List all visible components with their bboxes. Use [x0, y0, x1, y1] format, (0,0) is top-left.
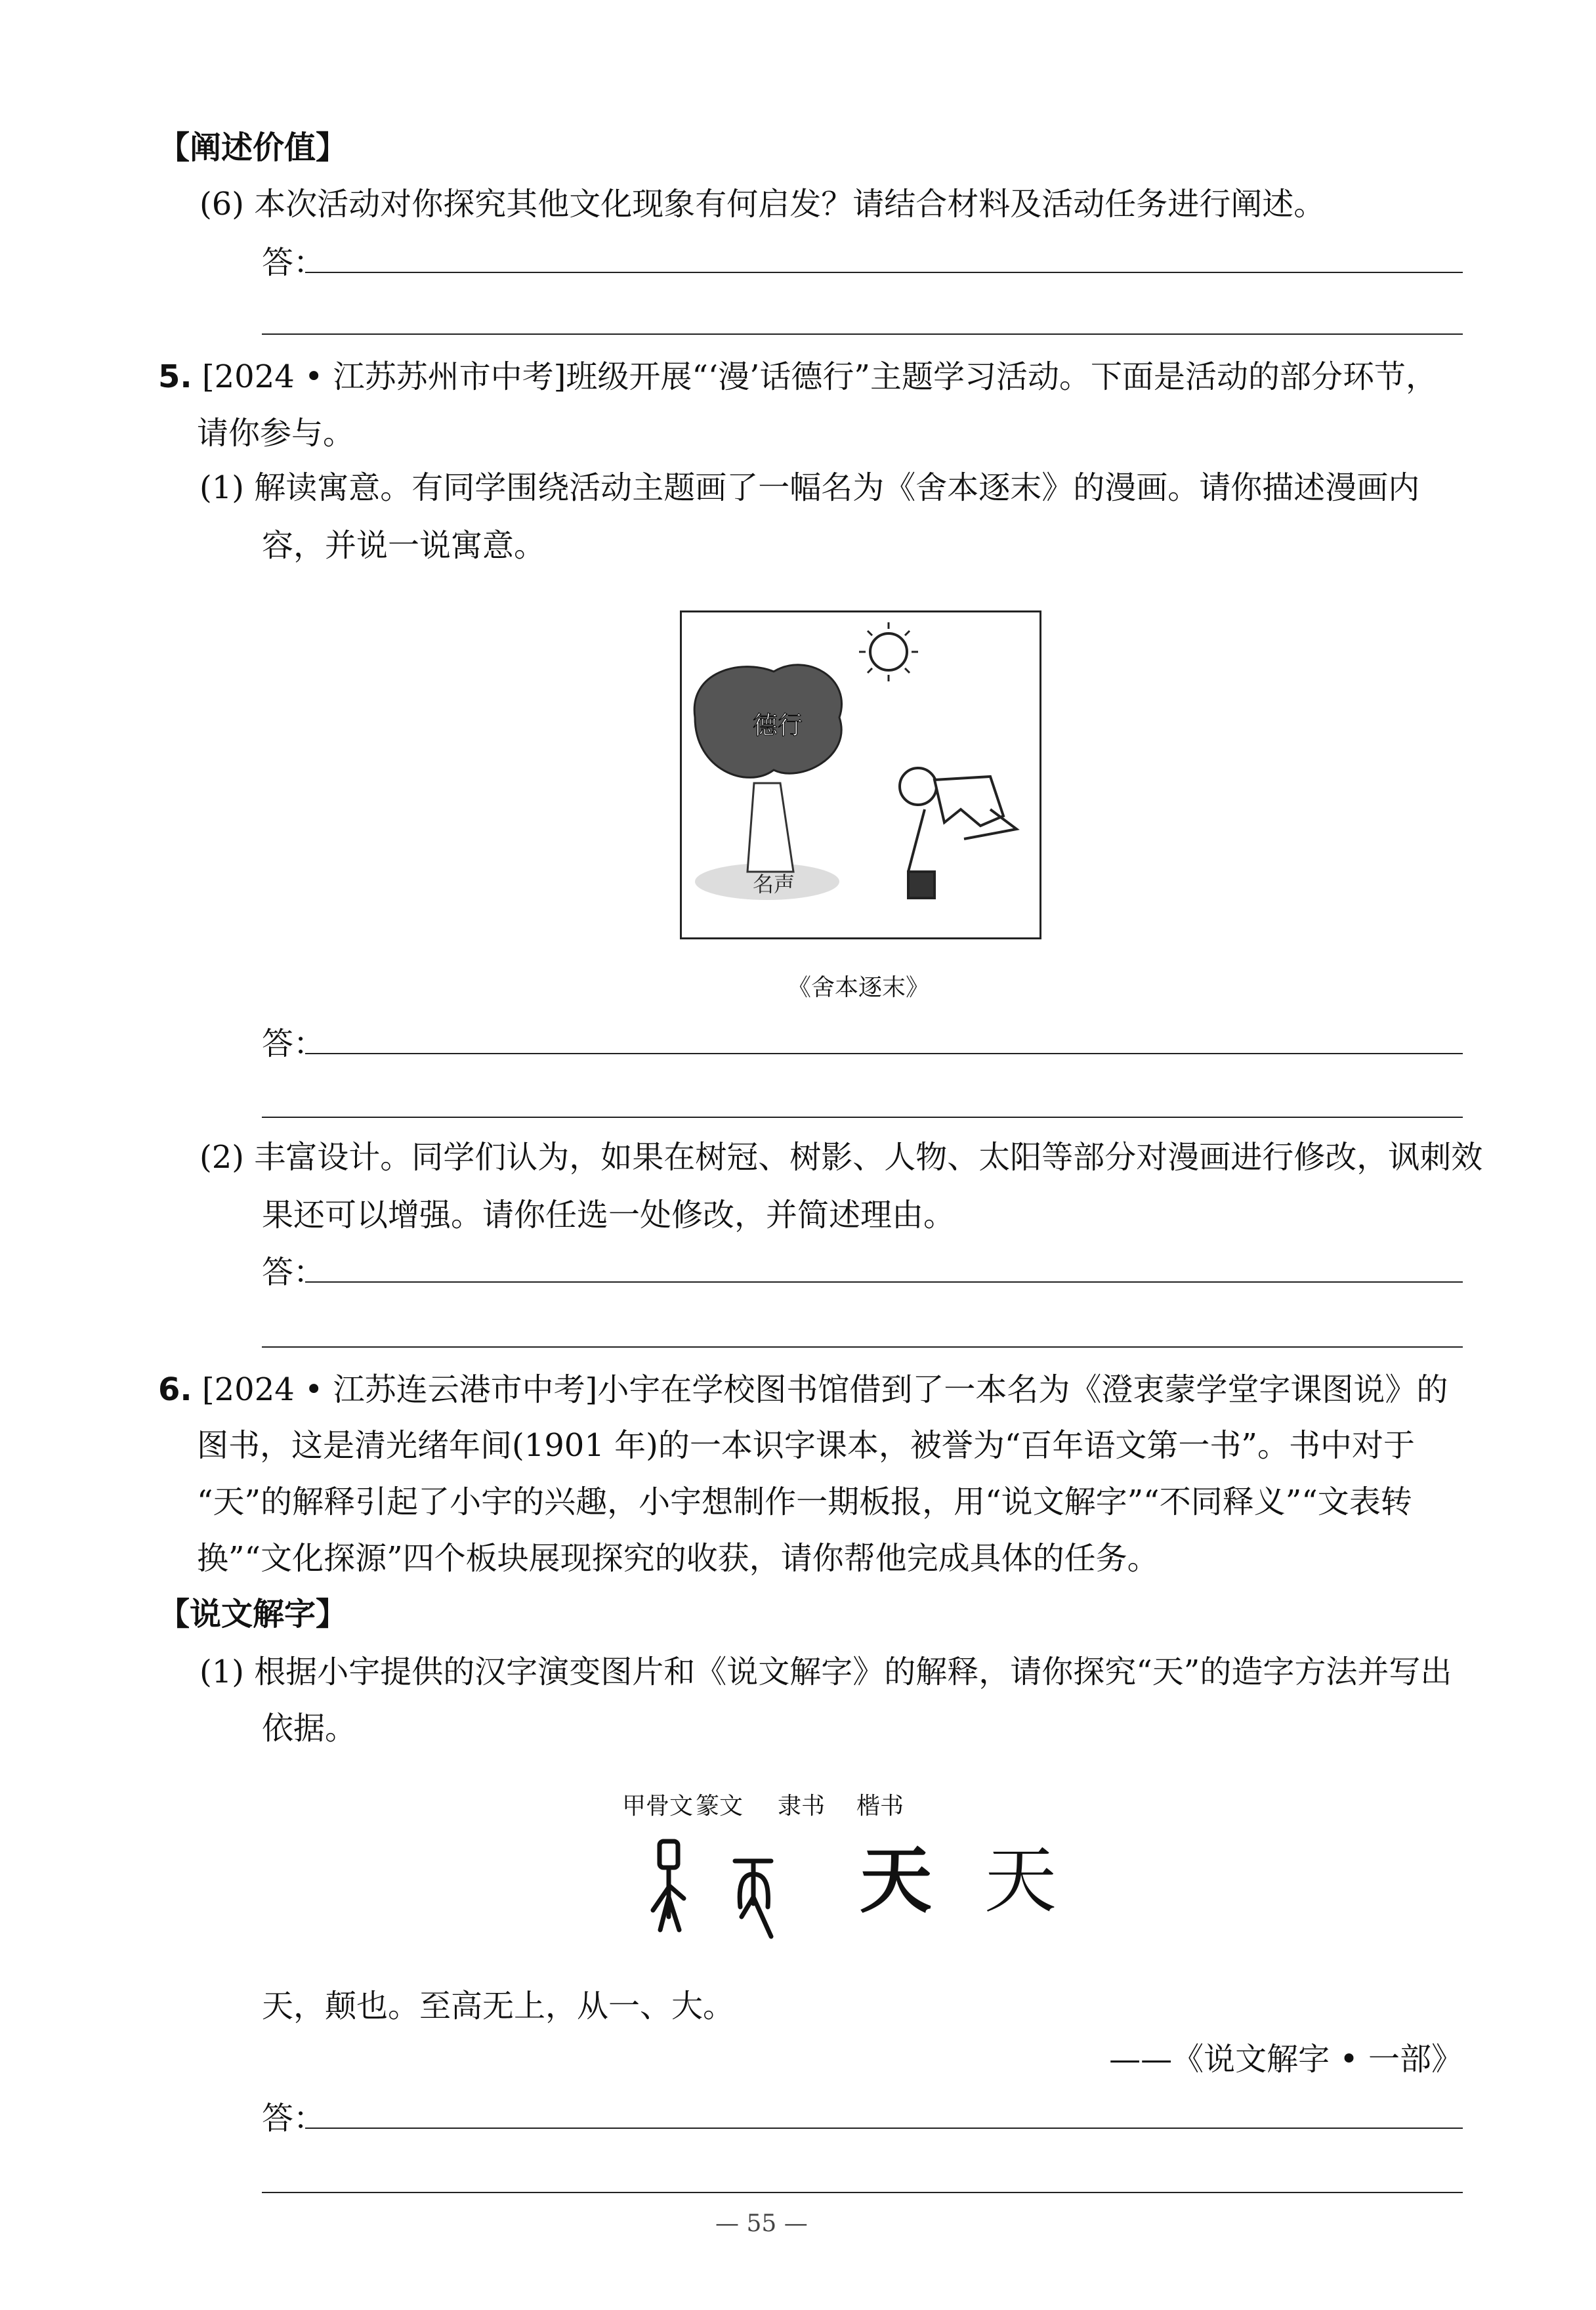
section-heading: 【说文解字】 — [158, 1596, 348, 1633]
stem-text: 班级开展“‘漫’话德行”主题学习活动。下面是活动的部分环节， — [566, 358, 1437, 395]
tree-trunk — [747, 783, 793, 872]
answer-label: 答： — [262, 1025, 326, 1062]
regular-glyph: 天 — [984, 1839, 1057, 1923]
page-number: — 55 — — [715, 2210, 808, 2237]
question-text: (6) 本次活动对你探究其他文化现象有何启发？请结合材料及活动任务进行阐述。 — [200, 186, 1326, 223]
answer-line[interactable] — [262, 1024, 1463, 1063]
stem-text: 图书，这是清光绪年间(1901 年)的一本识字课本，被誉为“百年语文第一书”。书中对于 — [197, 1427, 1415, 1464]
question-text: 依据。 — [262, 1710, 357, 1747]
shadow-label: 名声 — [753, 872, 795, 897]
answer-rule — [262, 333, 1463, 335]
clerical-glyph: 天 — [860, 1838, 932, 1923]
quote-source: ——《说文解字 • 一部》 — [1109, 2041, 1463, 2078]
question-text: (2) 丰富设计。同学们认为，如果在树冠、树影、人物、太阳等部分对漫画进行修改，讽刺效 — [200, 1139, 1483, 1176]
sun-icon — [859, 622, 918, 681]
script-label: 隶书 — [778, 1793, 826, 1820]
cartoon-image — [680, 610, 1041, 939]
answer-label: 答： — [262, 1254, 326, 1291]
section-heading: 【阐述价值】 — [158, 129, 348, 166]
question-source: [2024 • 江苏苏州市中考] — [201, 358, 566, 395]
stem-text: 小宇在学校图书馆借到了一本名为《澄衷蒙学堂字课图说》的 — [597, 1371, 1448, 1408]
answer-rule — [262, 1117, 1463, 1118]
person-painting — [900, 768, 1017, 898]
stem-text: 换”“文化探源”四个板块展现探究的收获，请你帮他完成具体的任务。 — [197, 1540, 1159, 1577]
answer-line[interactable] — [262, 2099, 1463, 2138]
script-label: 楷书 — [856, 1793, 904, 1820]
stem-text: “天”的解释引起了小宇的兴趣，小宇想制作一期板报，用“说文解字”“不同释义”“文表转 — [197, 1484, 1412, 1520]
answer-label: 答： — [262, 244, 326, 281]
answer-rule — [262, 2192, 1463, 2193]
question-6-stem — [158, 1370, 1448, 1409]
answer-rule — [262, 1346, 1463, 1348]
stem-text: 请你参与。 — [197, 415, 355, 452]
answer-line[interactable] — [262, 243, 1463, 282]
question-text: 容，并说一说寓意。 — [262, 527, 546, 564]
question-number: 6. — [158, 1371, 192, 1408]
quote-text: 天，颠也。至高无上，从一、大。 — [262, 1988, 735, 2024]
crown-label: 德行 — [753, 711, 803, 740]
oracle-seal-glyphs — [643, 1825, 807, 1943]
answer-label: 答： — [262, 2100, 326, 2137]
script-label: 甲骨文 — [622, 1793, 694, 1820]
question-number: 5. — [158, 358, 192, 395]
question-text: (1) 根据小宇提供的汉字演变图片和《说文解字》的解释，请你探究“天”的造字方法并写出 — [200, 1654, 1452, 1690]
question-source: [2024 • 江苏连云港市中考] — [201, 1371, 598, 1408]
script-label: 篆文 — [696, 1793, 744, 1820]
cartoon-caption: 《舍本逐末》 — [788, 974, 930, 1001]
question-text: 果还可以增强。请你任选一处修改，并简述理由。 — [262, 1197, 956, 1233]
question-text: (1) 解读寓意。有同学围绕活动主题画了一幅名为《舍本逐末》的漫画。请你描述漫画内 — [200, 469, 1420, 506]
question-5-stem — [158, 357, 1437, 396]
answer-line[interactable] — [262, 1252, 1463, 1292]
